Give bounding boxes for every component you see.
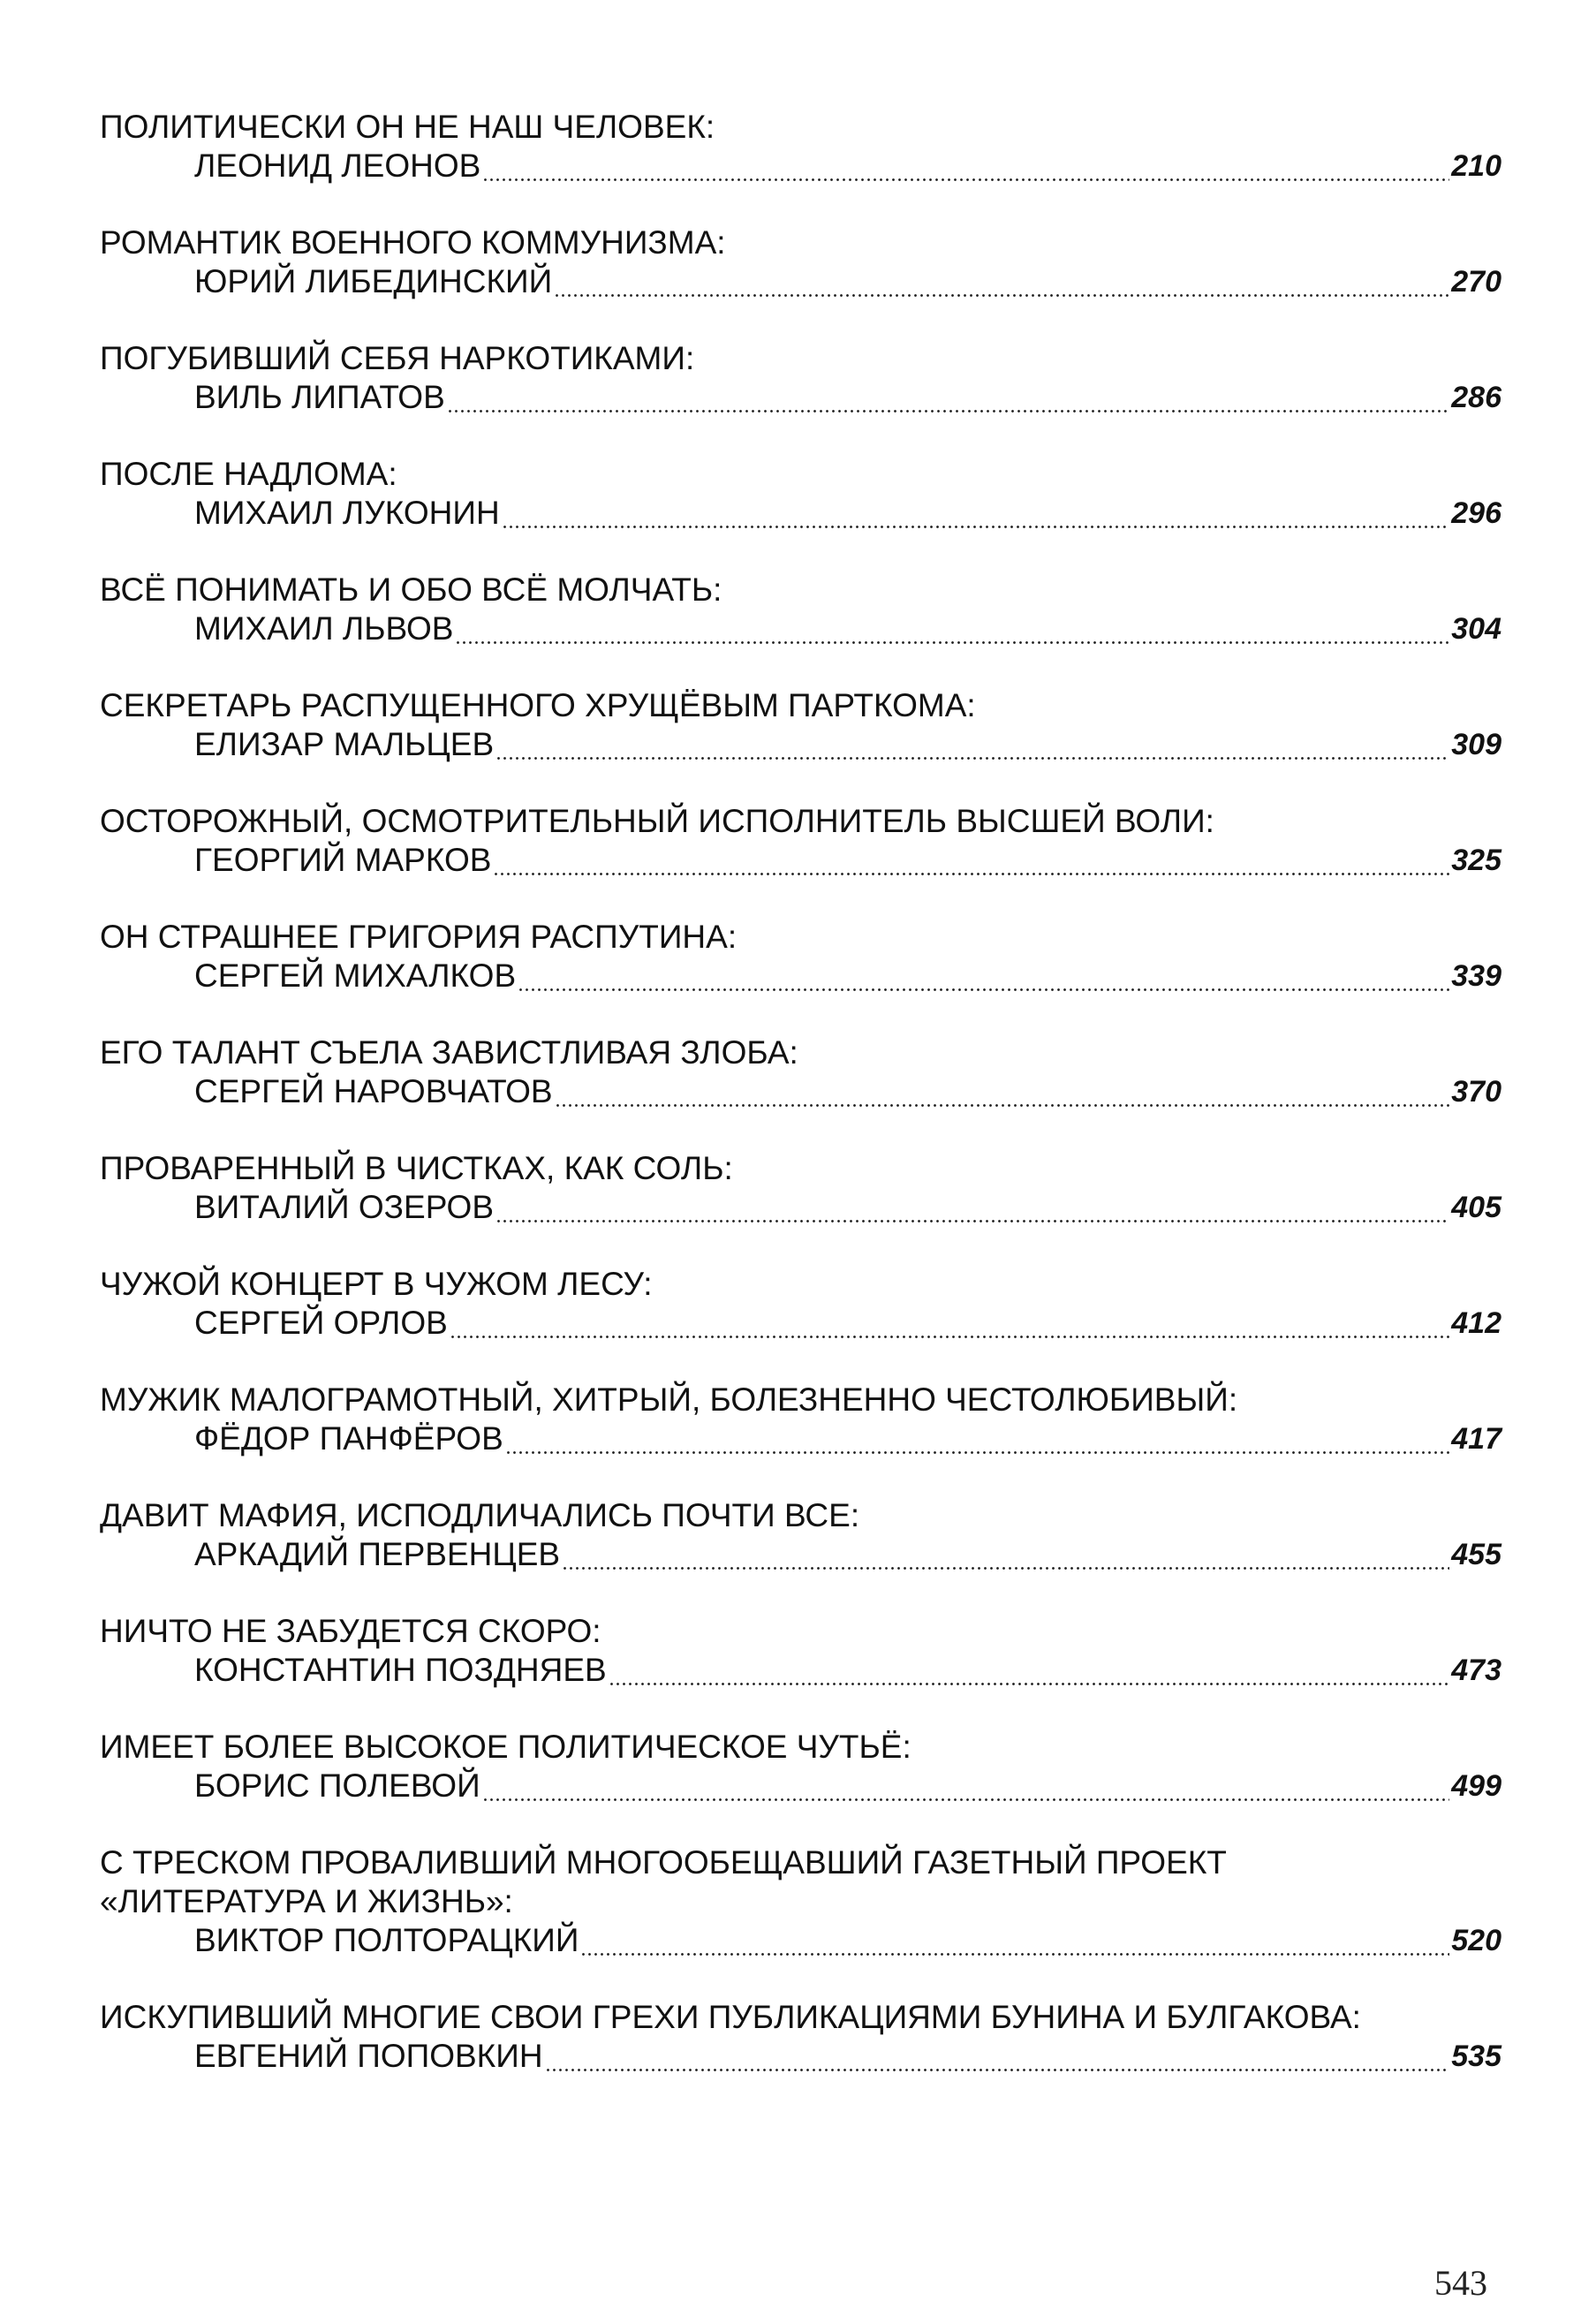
toc-entry-author-row bbox=[194, 957, 1501, 995]
toc-entry-title: ЕГО ТАЛАНТ СЪЕЛА ЗАВИСТЛИВАЯ ЗЛОБА: bbox=[100, 1034, 798, 1071]
toc-entry-author: ВИКТОР ПОЛТОРАЦКИЙ bbox=[194, 1922, 579, 1958]
toc-entry-author: ВИТАЛИЙ ОЗЕРОВ bbox=[194, 1189, 495, 1225]
toc-entry-page: 455 bbox=[1451, 1538, 1501, 1571]
dot-leader bbox=[447, 378, 1449, 417]
toc-entry-title: ПОГУБИВШИЙ СЕБЯ НАРКОТИКАМИ: bbox=[100, 340, 695, 376]
toc-entry-author-row bbox=[194, 609, 1501, 648]
dot-leader bbox=[545, 2037, 1450, 2076]
toc-entry-page: 370 bbox=[1451, 1075, 1501, 1109]
toc-entry-author-row bbox=[194, 725, 1501, 764]
toc-entry-author-row bbox=[194, 1651, 1501, 1690]
toc-entry-page: 309 bbox=[1451, 728, 1501, 761]
toc-entry-author: ВИЛЬ ЛИПАТОВ bbox=[194, 379, 445, 415]
toc-entry-page: 270 bbox=[1451, 265, 1501, 299]
toc-entry-author: ФЁДОР ПАНФЁРОВ bbox=[194, 1420, 503, 1457]
dot-leader bbox=[455, 609, 1449, 648]
toc-entry-page: 535 bbox=[1451, 2040, 1501, 2073]
toc-entry-title: «ЛИТЕРАТУРА И ЖИЗНЬ»: bbox=[100, 1883, 513, 1919]
toc-entry-author: СЕРГЕЙ НАРОВЧАТОВ bbox=[194, 1073, 553, 1109]
toc-entry-author-row bbox=[194, 147, 1501, 185]
toc-entry-author: БОРИС ПОЛЕВОЙ bbox=[194, 1767, 480, 1804]
toc-entry-title: ИМЕЕТ БОЛЕЕ ВЫСОКОЕ ПОЛИТИЧЕСКОЕ ЧУТЬЁ: bbox=[100, 1729, 911, 1765]
toc-entry-page: 210 bbox=[1451, 149, 1501, 183]
toc-entry-author: МИХАИЛ ЛЬВОВ bbox=[194, 610, 454, 647]
page-number: 543 bbox=[1434, 2263, 1487, 2303]
toc-entry-page: 286 bbox=[1451, 381, 1501, 414]
toc-entry-author-row bbox=[194, 1767, 1501, 1805]
toc-entry-page: 304 bbox=[1451, 612, 1501, 646]
dot-leader bbox=[580, 1921, 1449, 1960]
toc-entry-author: ЕЛИЗАР МАЛЬЦЕВ bbox=[194, 726, 495, 762]
dot-leader bbox=[554, 262, 1449, 301]
dot-leader bbox=[518, 957, 1449, 995]
toc-entry-author: КОНСТАНТИН ПОЗДНЯЕВ bbox=[194, 1652, 607, 1688]
toc-entry-title: РОМАНТИК ВОЕННОГО КОММУНИЗМА: bbox=[100, 224, 726, 261]
dot-leader bbox=[495, 1188, 1449, 1227]
toc-entry-page: 296 bbox=[1451, 496, 1501, 530]
toc-entry-title: ОН СТРАШНЕЕ ГРИГОРИЯ РАСПУТИНА: bbox=[100, 919, 737, 955]
toc-entry-title: ЧУЖОЙ КОНЦЕРТ В ЧУЖОМ ЛЕСУ: bbox=[100, 1266, 653, 1302]
toc-entry-title: ПОЛИТИЧЕСКИ ОН НЕ НАШ ЧЕЛОВЕК: bbox=[100, 109, 715, 145]
toc-entry-title: ПРОВАРЕННЫЙ В ЧИСТКАХ, КАК СОЛЬ: bbox=[100, 1150, 733, 1186]
toc-entry-title: СЕКРЕТАРЬ РАСПУЩЕННОГО ХРУЩЁВЫМ ПАРТКОМА: bbox=[100, 687, 976, 723]
toc-entry-author: ЕВГЕНИЙ ПОПОВКИН bbox=[194, 2038, 543, 2074]
toc-entry-page: 339 bbox=[1451, 959, 1501, 993]
toc-entry-author: ЛЕОНИД ЛЕОНОВ bbox=[194, 148, 481, 184]
toc-entry-page: 473 bbox=[1451, 1654, 1501, 1687]
toc-entry-author: СЕРГЕЙ МИХАЛКОВ bbox=[194, 957, 517, 994]
toc-entry-title: С ТРЕСКОМ ПРОВАЛИВШИЙ МНОГООБЕЩАВШИЙ ГАЗЕТНЫЙ ПРОЕКТ bbox=[100, 1844, 1227, 1881]
toc-entry-page: 417 bbox=[1451, 1422, 1501, 1456]
dot-leader bbox=[495, 725, 1449, 764]
toc-entry-author: МИХАИЛ ЛУКОНИН bbox=[194, 495, 500, 531]
toc-entry-author-row bbox=[194, 841, 1501, 880]
toc-entry-page: 499 bbox=[1451, 1769, 1501, 1803]
toc-entry-title: ИСКУПИВШИЙ МНОГИЕ СВОИ ГРЕХИ ПУБЛИКАЦИЯМИ БУНИНА И БУЛГАКОВА: bbox=[100, 1999, 1361, 2035]
toc-entry-page: 520 bbox=[1451, 1924, 1501, 1957]
dot-leader bbox=[609, 1651, 1450, 1690]
toc-entry-author-row bbox=[194, 1535, 1501, 1574]
toc-entry-author-row bbox=[194, 1072, 1501, 1111]
toc-entry-author-row bbox=[194, 1188, 1501, 1227]
toc-entry-author: АРКАДИЙ ПЕРВЕНЦЕВ bbox=[194, 1536, 561, 1572]
toc-entry-title: ДАВИТ МАФИЯ, ИСПОДЛИЧАЛИСЬ ПОЧТИ ВСЕ: bbox=[100, 1497, 860, 1533]
toc-entry-author-row bbox=[194, 1419, 1501, 1458]
toc-entry-page: 325 bbox=[1451, 844, 1501, 877]
toc-entry-title: ВСЁ ПОНИМАТЬ И ОБО ВСЁ МОЛЧАТЬ: bbox=[100, 571, 722, 608]
toc-entry-author-row bbox=[194, 1921, 1501, 1960]
toc-entry-author: ЮРИЙ ЛИБЕДИНСКИЙ bbox=[194, 263, 553, 299]
toc-entry-author: СЕРГЕЙ ОРЛОВ bbox=[194, 1305, 448, 1341]
toc-entry-author-row bbox=[194, 262, 1501, 301]
dot-leader bbox=[505, 1419, 1450, 1458]
dot-leader bbox=[450, 1304, 1449, 1343]
toc-entry-author-row bbox=[194, 1304, 1501, 1343]
dot-leader bbox=[562, 1535, 1449, 1574]
toc-entry-title: НИЧТО НЕ ЗАБУДЕТСЯ СКОРО: bbox=[100, 1613, 601, 1649]
toc-entry-author-row bbox=[194, 378, 1501, 417]
toc-entry-page: 412 bbox=[1451, 1306, 1501, 1340]
toc-entry-page: 405 bbox=[1451, 1191, 1501, 1224]
toc-entry-title: ОСТОРОЖНЫЙ, ОСМОТРИТЕЛЬНЫЙ ИСПОЛНИТЕЛЬ ВЫСШЕЙ ВОЛИ: bbox=[100, 803, 1214, 839]
dot-leader bbox=[502, 494, 1450, 533]
dot-leader bbox=[482, 1767, 1450, 1805]
toc-entry-author: ГЕОРГИЙ МАРКОВ bbox=[194, 842, 492, 878]
toc-entry-author-row bbox=[194, 494, 1501, 533]
dot-leader bbox=[482, 147, 1449, 185]
toc-entry-title: МУЖИК МАЛОГРАМОТНЫЙ, ХИТРЫЙ, БОЛЕЗНЕННО ЧЕСТОЛЮБИВЫЙ: bbox=[100, 1381, 1238, 1418]
dot-leader bbox=[555, 1072, 1450, 1111]
toc-entry-title: ПОСЛЕ НАДЛОМА: bbox=[100, 456, 397, 492]
toc-entry-author-row bbox=[194, 2037, 1501, 2076]
dot-leader bbox=[493, 841, 1449, 880]
